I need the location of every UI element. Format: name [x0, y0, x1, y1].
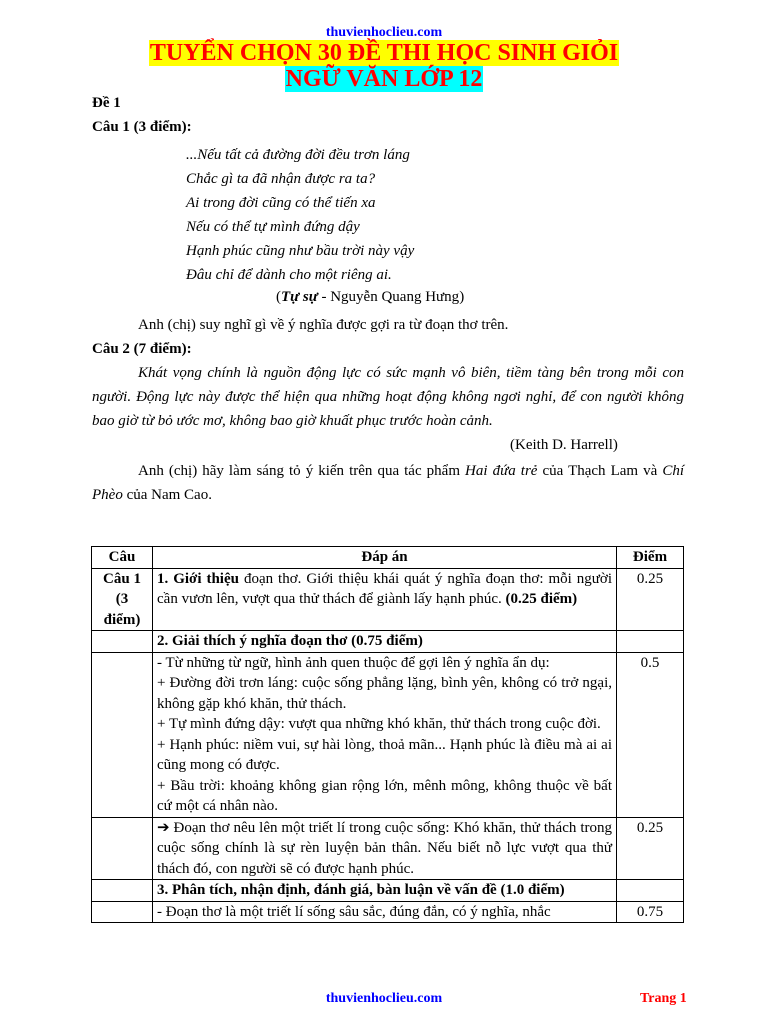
question-cell: [92, 817, 153, 880]
question-cell: [92, 631, 153, 653]
answer-cell: - Đoạn thơ là một triết lí sống sâu sắc, đúng đắn, có ý nghĩa, nhắc: [153, 901, 617, 923]
table-header-row: [92, 547, 684, 569]
document-title: [0, 40, 768, 67]
answer-line: + Hạnh phúc: niềm vui, sự hài lòng, thoả mãn... Hạnh phúc là điều mà ai ai cũng mong có được.: [157, 736, 612, 773]
table-row: [92, 817, 684, 880]
prompt-text: Anh (chị) hãy làm sáng tỏ ý kiến trên qua tác phẩm: [138, 463, 466, 479]
poem-line: Đâu chỉ để dành cho một riêng ai.: [186, 267, 392, 283]
poem-excerpt: [186, 143, 414, 287]
question-1-heading: Câu 1 (3 điểm):: [92, 119, 192, 135]
score-cell: 0.5: [617, 652, 684, 817]
answer-section-heading: 2. Giải thích ý nghĩa đoạn thơ (0.75 điểm): [153, 631, 617, 653]
answer-cell: [153, 652, 617, 817]
exam-label: Đề 1: [92, 95, 121, 111]
question-2-quote: Khát vọng chính là nguồn động lực có sức mạnh vô biên, tiềm tàng bên trong mỗi con người. Động lực này được thể hiện qua những hoạt động không ngơi nghỉ, để con người không bao giờ từ bỏ ước mơ, không bao giờ khuất phục trước hoàn cảnh.: [92, 365, 684, 429]
question-2-prompt: [92, 459, 684, 507]
answer-line: + Đường đời trơn láng: cuộc sống phẳng lặng, bình yên, không có trở ngại, không gặp khó khăn, thử thách.: [157, 675, 612, 712]
question-cell: [92, 880, 153, 902]
title-line-2: NGỮ VĂN LỚP 12: [285, 66, 483, 92]
table-row: [92, 901, 684, 923]
answer-text: đoạn thơ. Giới thiệu khái quát ý nghĩa đoạn thơ: mỗi người cần vươn lên, vượt qua thử thách để giành lấy hạnh phúc.: [157, 570, 612, 607]
poem-line: Nếu có thể tự mình đứng dậy: [186, 219, 360, 235]
answer-section-heading: 3. Phân tích, nhận định, đánh giá, bàn luận về vấn đề (1.0 điểm): [153, 880, 617, 902]
title-line-1: TUYỂN CHỌN 30 ĐỀ THI HỌC SINH GIỎI: [149, 40, 619, 66]
score-cell: 0.75: [617, 901, 684, 923]
answer-line: + Tự mình đứng dậy: vượt qua những khó khăn, thử thách trong cuộc đời.: [157, 716, 601, 732]
document-subtitle: [0, 66, 768, 93]
arrow-icon: ➔: [157, 819, 170, 836]
header-dap-an: Đáp án: [153, 547, 617, 569]
score-cell: 0.25: [617, 568, 684, 631]
work-title: Chí Phèo: [92, 463, 684, 503]
page-number: Trang 1: [640, 991, 687, 1006]
header-diem: Điểm: [617, 547, 684, 569]
poem-citation: (Tự sự - Nguyễn Quang Hưng): [276, 289, 465, 305]
work-title: Hai đứa trẻ: [465, 463, 538, 479]
table-row: [92, 631, 684, 653]
prompt-text: của Nam Cao.: [122, 487, 212, 503]
poem-line: ...Nếu tất cả đường đời đều trơn láng: [186, 147, 410, 163]
site-header-link: thuvienhoclieu.com: [325, 25, 443, 40]
table-row: [92, 568, 684, 631]
score-cell: [617, 631, 684, 653]
quote-author: (Keith D. Harrell): [510, 437, 618, 453]
question-1-prompt: Anh (chị) suy nghĩ gì về ý nghĩa được gợi ra từ đoạn thơ trên.: [138, 317, 509, 333]
answer-line: + Bầu trời: khoảng không gian rộng lớn, mênh mông, không thuộc về bất cứ một cá nhân nào.: [157, 777, 612, 814]
poem-title: Tự sự: [281, 289, 318, 305]
table-row: [92, 652, 684, 817]
answer-heading: 1. Giới thiệu: [157, 570, 239, 587]
answer-points: (0.25 điểm): [501, 591, 578, 607]
question-cell: [92, 652, 153, 817]
answer-line: - Từ những từ ngữ, hình ảnh quen thuộc để gợi lên ý nghĩa ẩn dụ:: [157, 654, 550, 671]
header-cau: Câu: [92, 547, 153, 569]
question-2-heading: Câu 2 (7 điểm):: [92, 341, 192, 357]
poem-line: Chắc gì ta đã nhận được ra ta?: [186, 171, 376, 187]
score-cell: [617, 880, 684, 902]
prompt-text: của Thạch Lam và: [537, 463, 663, 479]
question-cell: Câu 1 (3 điểm): [92, 568, 153, 631]
answer-text: Đoạn thơ nêu lên một triết lí trong cuộc sống: Khó khăn, thử thách trong cuộc sống chính là sự rèn luyện bản thân. Nếu biết nỗ lực vượt qua thử thách đó, con người sẽ có được hạnh phúc.: [157, 819, 612, 877]
answer-cell: [153, 817, 617, 880]
poem-line: Ai trong đời cũng có thể tiến xa: [186, 195, 376, 211]
question-cell: [92, 901, 153, 923]
table-row: [92, 880, 684, 902]
site-footer-link: thuvienhoclieu.com: [325, 991, 443, 1006]
answer-cell: [153, 568, 617, 631]
poem-author: - Nguyễn Quang Hưng: [317, 289, 460, 305]
poem-line: Hạnh phúc cũng như bầu trời này vậy: [186, 243, 415, 259]
score-cell: 0.25: [617, 817, 684, 880]
answer-table: [91, 546, 684, 923]
